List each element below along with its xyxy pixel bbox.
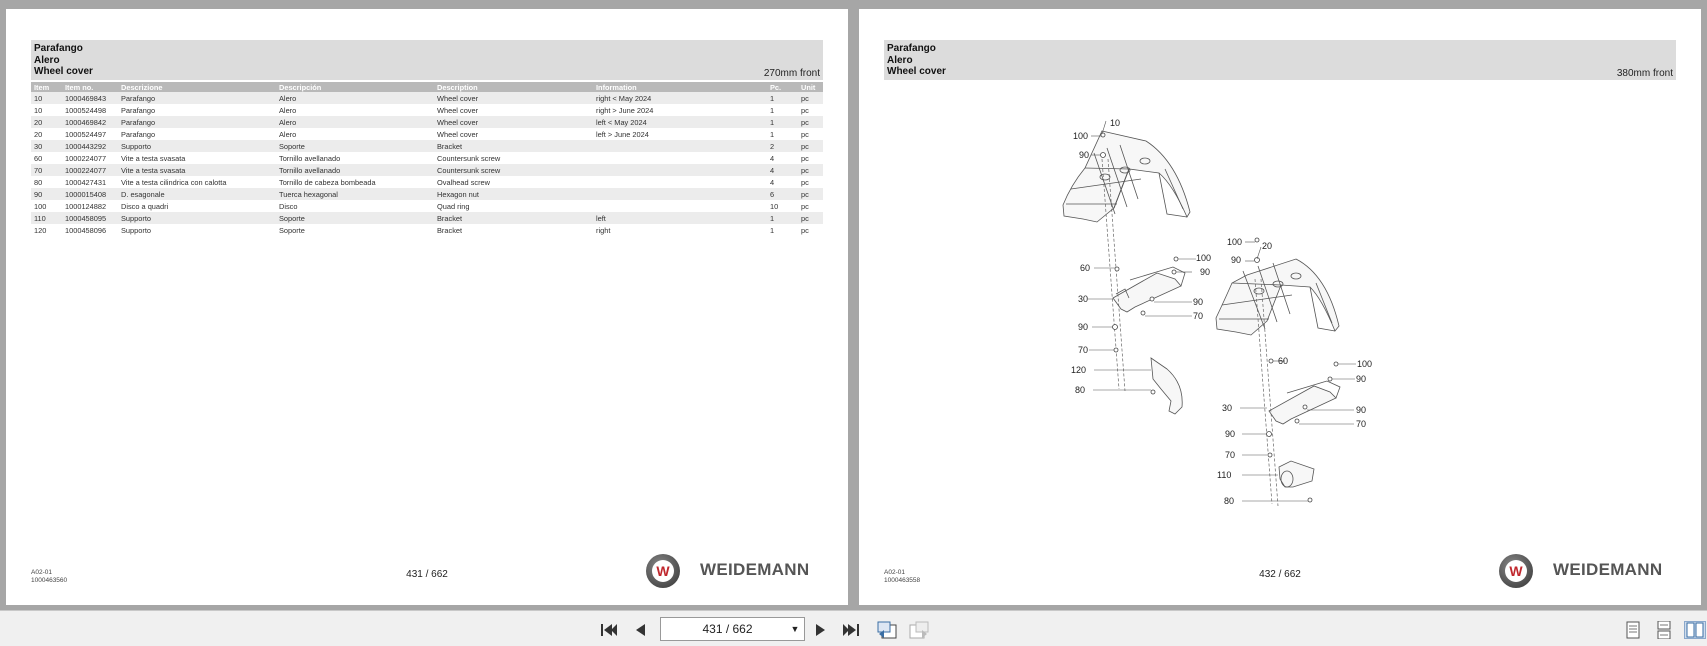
table-cell [593, 188, 767, 200]
callout-label: 110 [1217, 470, 1232, 480]
callout-label: 60 [1278, 356, 1289, 366]
table-row [31, 176, 823, 188]
table-cell: 1 [767, 116, 798, 128]
table-cell: 90 [31, 188, 62, 200]
back-view-icon[interactable] [876, 621, 898, 639]
prev-page-icon[interactable] [631, 621, 649, 639]
weidemann-logo [1499, 554, 1679, 590]
table-header-row [31, 82, 823, 92]
table-cell: Bracket [434, 140, 593, 152]
column-header: Information [593, 82, 767, 92]
title-english: Wheel cover [34, 66, 93, 77]
table-row [31, 104, 823, 116]
table-cell [593, 140, 767, 152]
table-cell: pc [801, 153, 809, 163]
callout-label: 20 [1262, 241, 1273, 251]
brand-name: WEIDEMANN [700, 560, 810, 579]
variant-label: 380mm front [1616, 68, 1673, 79]
table-cell: Tornillo avellanado [276, 164, 434, 176]
variant-label: 270mm front [763, 68, 820, 79]
column-header: Item no. [62, 82, 118, 92]
table-cell: 100 [34, 201, 47, 211]
page-number: 432 / 662 [1259, 569, 1301, 580]
brand-name: WEIDEMANN [1553, 560, 1663, 579]
table-cell: 1000124882 [65, 201, 107, 211]
table-cell: pc [801, 129, 809, 139]
table-cell: 80 [34, 177, 43, 187]
title-english: Wheel cover [887, 66, 946, 77]
table-cell: Wheel cover [437, 105, 479, 115]
table-cell: 6 [767, 188, 798, 200]
table-cell: 1 [767, 212, 798, 224]
table-cell: 1000524497 [65, 129, 107, 139]
table-cell: Wheel cover [437, 129, 479, 139]
continuous-icon[interactable] [1655, 621, 1673, 639]
logo-letter: W [1509, 563, 1523, 579]
table-cell: Wheel cover [434, 116, 593, 128]
table-cell: 10 [34, 105, 43, 115]
callout-label: 100 [1357, 359, 1373, 369]
table-cell: Parafango [118, 92, 276, 104]
table-cell: 1 [770, 105, 775, 115]
table-cell: 10 [770, 201, 779, 211]
document-page-left [6, 9, 848, 605]
callout-label: 90 [1231, 255, 1242, 265]
callout-label: 90 [1078, 322, 1089, 332]
table-row [31, 164, 823, 176]
callout-label: 90 [1225, 429, 1236, 439]
callout-label: 100 [1227, 237, 1243, 247]
table-cell: Alero [279, 105, 297, 115]
callout-label: 100 [1196, 253, 1212, 263]
column-header: Description [434, 82, 593, 92]
table-cell: left < May 2024 [593, 116, 767, 128]
title-spanish: Alero [34, 55, 60, 66]
table-cell: Disco [279, 201, 298, 211]
table-cell: Tuerca hexagonal [276, 188, 434, 200]
logo-emblem-icon [1499, 554, 1533, 588]
table-cell: Tornillo de cabeza bombeada [279, 177, 376, 187]
callout-label: 100 [1073, 131, 1089, 141]
table-cell: 1000015408 [62, 188, 118, 200]
page-number-value[interactable]: 431 / 662 [702, 622, 753, 636]
table-cell: Bracket [434, 212, 593, 224]
table-cell: 1 [770, 225, 775, 235]
table-cell: Countersunk screw [437, 153, 501, 163]
next-page-icon[interactable] [812, 621, 830, 639]
table-cell: 120 [34, 225, 47, 235]
table-cell: Hexagon nut [434, 188, 593, 200]
table-row [31, 128, 823, 140]
table-cell: Bracket [437, 225, 463, 235]
column-header: Descripción [276, 82, 434, 92]
table-cell: Ovalhead screw [437, 177, 490, 187]
table-cell: Parafango [121, 129, 156, 139]
table-cell: pc [798, 92, 823, 104]
table-cell: pc [798, 164, 823, 176]
table-cell: right > June 2024 [596, 105, 654, 115]
exploded-parts-diagram [859, 9, 1701, 605]
table-row [31, 116, 823, 128]
column-header: Unit [798, 82, 823, 92]
table-cell: pc [798, 140, 823, 152]
document-page-right [859, 9, 1701, 605]
callout-label: 90 [1356, 374, 1367, 384]
table-cell: 1 [770, 129, 775, 139]
page-number-field[interactable] [660, 617, 805, 641]
table-cell: 110 [31, 212, 62, 224]
callout-label: 70 [1193, 311, 1204, 321]
title-italian: Parafango [34, 43, 83, 54]
footer-code-line: A02-01 [884, 569, 905, 576]
table-cell: 10 [31, 92, 62, 104]
table-cell: 20 [34, 129, 43, 139]
table-cell: Vite a testa svasata [121, 153, 186, 163]
table-cell [593, 176, 767, 188]
column-header: Pc. [767, 82, 798, 92]
viewer-toolbar [0, 610, 1707, 646]
title-italian: Parafango [887, 43, 936, 54]
table-cell: Alero [279, 129, 297, 139]
table-cell: 1000524498 [65, 105, 107, 115]
table-cell: Supporto [118, 140, 276, 152]
table-cell: Soporte [279, 225, 305, 235]
table-cell [593, 200, 767, 212]
callout-label: 80 [1224, 496, 1235, 506]
table-row [31, 188, 823, 200]
table-cell: pc [801, 177, 809, 187]
table-cell: Alero [276, 92, 434, 104]
callout-label: 70 [1356, 419, 1367, 429]
callout-label: 80 [1075, 385, 1086, 395]
table-cell [593, 164, 767, 176]
table-cell: right < May 2024 [593, 92, 767, 104]
table-cell: 4 [767, 164, 798, 176]
table-row [31, 200, 823, 212]
table-cell: 1000224077 [65, 153, 107, 163]
table-cell: 20 [31, 116, 62, 128]
table-cell: 1000469843 [62, 92, 118, 104]
table-cell: pc [798, 116, 823, 128]
section-header [31, 40, 823, 80]
table-cell: pc [801, 105, 809, 115]
table-cell: pc [801, 225, 809, 235]
table-cell: pc [801, 201, 809, 211]
first-page-icon[interactable] [600, 621, 618, 639]
callout-label: 30 [1078, 294, 1089, 304]
table-cell: 1000427431 [65, 177, 107, 187]
table-cell: Tornillo avellanado [279, 153, 341, 163]
table-cell: Countersunk screw [434, 164, 593, 176]
table-cell: left [593, 212, 767, 224]
single-page-icon[interactable] [1624, 621, 1642, 639]
footer-code-line: 1000463558 [884, 577, 921, 584]
table-cell: 60 [34, 153, 43, 163]
table-cell: Soporte [276, 140, 434, 152]
callout-label: 120 [1071, 365, 1087, 375]
table-cell [593, 152, 767, 164]
forward-view-icon[interactable] [908, 621, 930, 639]
table-cell: 1000458096 [65, 225, 107, 235]
table-cell: 70 [31, 164, 62, 176]
table-cell: 4 [770, 177, 775, 187]
footer-code-line: A02-01 [31, 569, 52, 576]
table-cell: Vite a testa svasata [118, 164, 276, 176]
title-spanish: Alero [887, 55, 913, 66]
callout-label: 10 [1110, 118, 1121, 128]
callout-label: 70 [1078, 345, 1089, 355]
table-row [31, 92, 823, 104]
table-cell: right [596, 225, 611, 235]
parts-table [31, 82, 823, 236]
table-cell: Parafango [121, 105, 156, 115]
table-cell: left > June 2024 [596, 129, 649, 139]
table-cell: Soporte [276, 212, 434, 224]
table-cell: 4 [770, 153, 775, 163]
callout-label: 90 [1200, 267, 1211, 277]
column-header: Descrizione [118, 82, 276, 92]
table-row [31, 152, 823, 164]
two-page-icon[interactable] [1684, 621, 1706, 639]
callout-label: 60 [1080, 263, 1091, 273]
table-row [31, 212, 823, 224]
table-cell: 1 [767, 92, 798, 104]
table-cell: Alero [276, 116, 434, 128]
chevron-down-icon[interactable]: ▼ [790, 624, 800, 634]
table-cell: pc [798, 212, 823, 224]
last-page-icon[interactable] [842, 621, 860, 639]
table-cell: 1000469842 [62, 116, 118, 128]
table-cell: 2 [767, 140, 798, 152]
logo-emblem-icon [646, 554, 680, 588]
column-header: Item [31, 82, 62, 92]
table-cell: Supporto [118, 212, 276, 224]
table-cell: 30 [31, 140, 62, 152]
weidemann-logo [646, 554, 826, 590]
callout-label: 90 [1356, 405, 1367, 415]
table-cell: 1000224077 [62, 164, 118, 176]
callout-label: 90 [1079, 150, 1090, 160]
table-cell: pc [798, 188, 823, 200]
table-cell: Parafango [118, 116, 276, 128]
table-row [31, 140, 823, 152]
table-cell: 1000458095 [62, 212, 118, 224]
table-cell: D. esagonale [118, 188, 276, 200]
table-cell: Quad ring [437, 201, 470, 211]
callout-label: 30 [1222, 403, 1233, 413]
callout-label: 70 [1225, 450, 1236, 460]
table-cell: Disco a quadri [121, 201, 169, 211]
page-number: 431 / 662 [406, 569, 448, 580]
table-cell: Supporto [121, 225, 151, 235]
footer-code-line: 1000463560 [31, 577, 68, 584]
table-cell: 1000443292 [62, 140, 118, 152]
table-cell: Vite a testa cilindrica con calotta [121, 177, 227, 187]
logo-letter: W [656, 563, 670, 579]
table-cell: Wheel cover [434, 92, 593, 104]
callout-label: 90 [1193, 297, 1204, 307]
table-row [31, 224, 823, 236]
